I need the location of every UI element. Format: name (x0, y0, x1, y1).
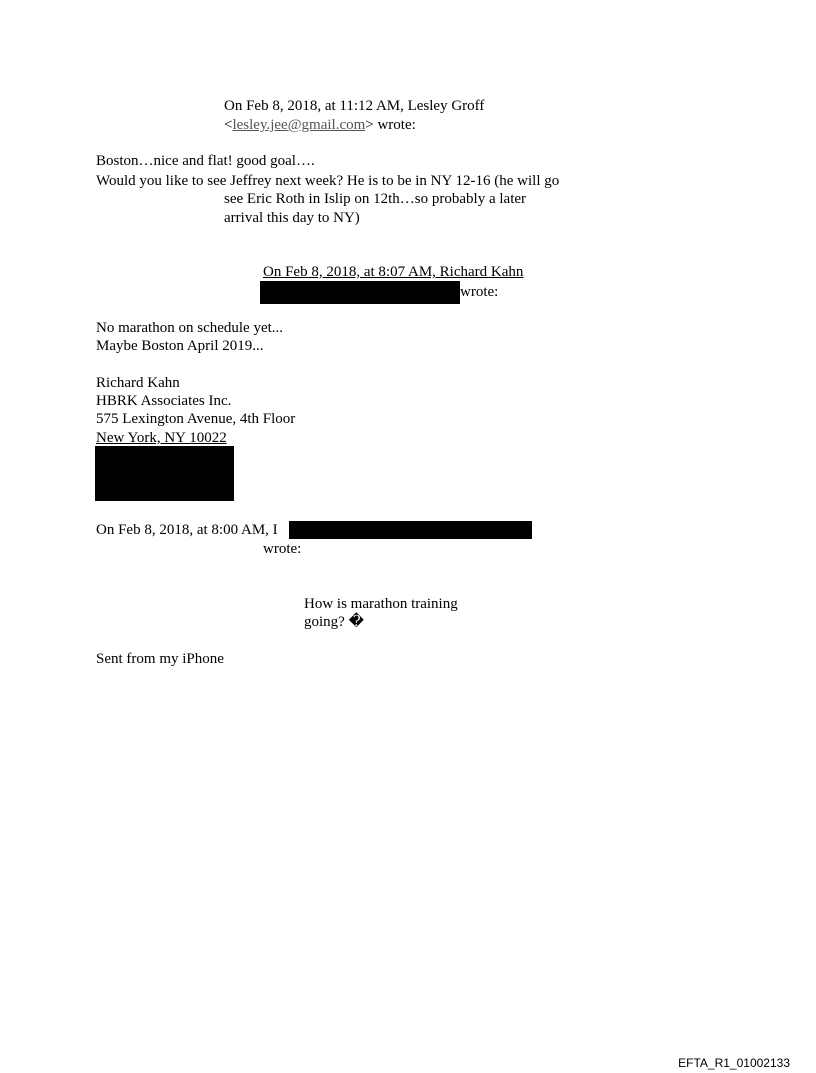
email-bracket-close-wrote: > wrote: (365, 117, 416, 133)
message-third-line-2: going? � (304, 614, 364, 630)
sent-from-signature: Sent from my iPhone (96, 651, 224, 667)
email-link[interactable]: lesley.jee@gmail.com (232, 117, 366, 133)
reply-header-lesley: On Feb 8, 2018, at 11:12 AM, Lesley Groff (224, 98, 485, 114)
email-bracket-open: < (224, 117, 233, 133)
signature-company: HBRK Associates Inc. (96, 393, 232, 409)
reply-header-kahn-wrote: wrote: (460, 284, 499, 300)
signature-name: Richard Kahn (96, 375, 180, 391)
redaction-block-signature (95, 446, 234, 501)
redaction-block (260, 281, 460, 304)
reply-header-lesley-email-line (224, 116, 416, 134)
redaction-block-sender (289, 521, 532, 539)
message-kahn-line-2: Maybe Boston April 2019... (96, 338, 264, 354)
reply-header-third: On Feb 8, 2018, at 8:00 AM, I (96, 522, 278, 538)
message-lesley-line-2: Would you like to see Jeffrey next week? He is to be in NY 12-16 (he will go (96, 173, 560, 189)
message-lesley-line-3: see Eric Roth in Islip on 12th…so probably a later (224, 191, 527, 207)
message-lesley-line-4: arrival this day to NY) (224, 210, 360, 226)
message-third-line-1: How is marathon training (304, 596, 458, 612)
message-lesley-line-1: Boston…nice and flat! good goal…. (96, 153, 315, 169)
signature-city: New York, NY 10022 (96, 430, 227, 446)
message-kahn-line-1: No marathon on schedule yet... (96, 320, 284, 336)
signature-address: 575 Lexington Avenue, 4th Floor (96, 411, 296, 427)
reply-header-third-wrote: wrote: (263, 541, 302, 557)
reply-header-kahn: On Feb 8, 2018, at 8:07 AM, Richard Kahn (263, 264, 524, 280)
document-id-footer: EFTA_R1_01002133 (678, 1056, 790, 1070)
